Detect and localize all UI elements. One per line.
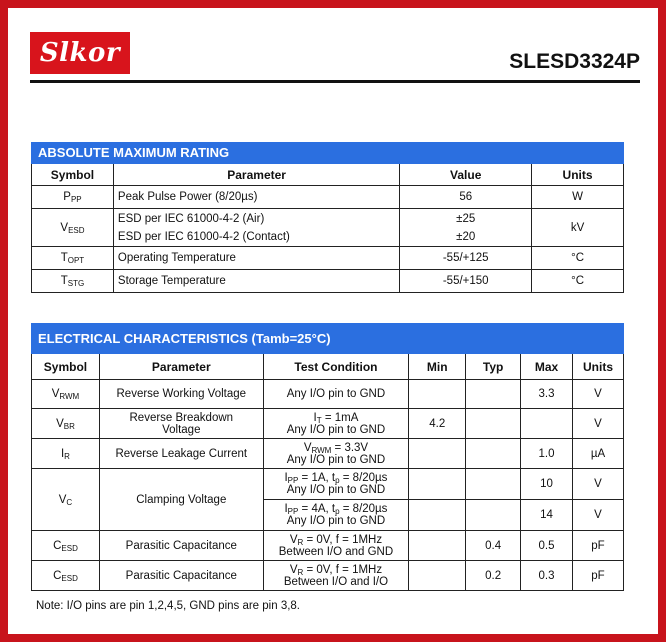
abs-max-title: ABSOLUTE MAXIMUM RATING bbox=[32, 143, 624, 164]
max-cell: 0.5 bbox=[521, 531, 573, 561]
condition-cell: $V_R = 0V$, f = 1MHz Between I/O and I/O bbox=[263, 561, 409, 591]
table-row bbox=[32, 270, 624, 293]
table-row bbox=[32, 247, 624, 270]
parameter-cell: Clamping Voltage bbox=[99, 469, 263, 531]
min-cell bbox=[409, 500, 466, 531]
value-cell: ±25 ±20 bbox=[400, 209, 532, 247]
brand-logo: Slkor bbox=[30, 32, 130, 74]
condition-cell: $V_R = 0V$, f = 1MHz Between I/O and GND bbox=[263, 531, 409, 561]
max-cell: 0.3 bbox=[521, 561, 573, 591]
parameter-cell: Parasitic Capacitance bbox=[99, 561, 263, 591]
table-row bbox=[32, 209, 624, 247]
col-header: Units bbox=[573, 354, 624, 380]
units-cell: W bbox=[532, 186, 624, 209]
parameter-cell: Reverse Breakdown Voltage bbox=[99, 409, 263, 439]
table-row bbox=[32, 409, 624, 439]
symbol-cell: $C_{ESD}$ bbox=[32, 561, 100, 591]
min-cell: 4.2 bbox=[409, 409, 466, 439]
electrical-table bbox=[31, 323, 624, 591]
parameter-cell: Peak Pulse Power (8/20µs) bbox=[113, 186, 399, 209]
condition-cell: $I_{PP} = 1A$, $t_p = 8/20\mu s$ Any I/O pin to GND bbox=[263, 469, 409, 500]
electrical-title: ELECTRICAL CHARACTERISTICS (Tamb=25°C) bbox=[32, 324, 624, 354]
units-cell: V bbox=[573, 380, 624, 409]
symbol-cell: $C_{ESD}$ bbox=[32, 531, 100, 561]
symbol-cell: $V_{RWM}$ bbox=[32, 380, 100, 409]
table-row bbox=[32, 469, 624, 500]
header-rule bbox=[30, 80, 640, 83]
parameter-cell: Parasitic Capacitance bbox=[99, 531, 263, 561]
typ-cell: 0.2 bbox=[466, 561, 521, 591]
max-cell: 3.3 bbox=[521, 380, 573, 409]
condition-cell: $V_{RWM} = 3.3V$ Any I/O pin to GND bbox=[263, 439, 409, 469]
table-row bbox=[32, 531, 624, 561]
table-row bbox=[32, 561, 624, 591]
col-header: Symbol bbox=[32, 164, 114, 186]
value-cell: -55/+125 bbox=[400, 247, 532, 270]
typ-cell bbox=[466, 380, 521, 409]
col-header: Symbol bbox=[32, 354, 100, 380]
max-cell: 14 bbox=[521, 500, 573, 531]
value-cell: 56 bbox=[400, 186, 532, 209]
symbol-cell: $T_{OPT}$ bbox=[32, 247, 114, 270]
typ-cell bbox=[466, 439, 521, 469]
units-cell: µA bbox=[573, 439, 624, 469]
footnote: Note: I/O pins are pin 1,2,4,5, GND pins are pin 3,8. bbox=[36, 600, 301, 612]
col-header: Parameter bbox=[113, 164, 399, 186]
parameter-cell: Operating Temperature bbox=[113, 247, 399, 270]
units-cell: pF bbox=[573, 561, 624, 591]
col-header: Min bbox=[409, 354, 466, 380]
table-row bbox=[32, 380, 624, 409]
abs-max-table bbox=[31, 142, 624, 293]
condition-cell: $I_T = 1mA$ Any I/O pin to GND bbox=[263, 409, 409, 439]
symbol-cell: $P_{PP}$ bbox=[32, 186, 114, 209]
units-cell: V bbox=[573, 409, 624, 439]
min-cell bbox=[409, 531, 466, 561]
min-cell bbox=[409, 380, 466, 409]
symbol-cell: $T_{STG}$ bbox=[32, 270, 114, 293]
table-row bbox=[32, 186, 624, 209]
typ-cell bbox=[466, 500, 521, 531]
max-cell: 10 bbox=[521, 469, 573, 500]
units-cell: V bbox=[573, 469, 624, 500]
symbol-cell: $V_C$ bbox=[32, 469, 100, 531]
condition-cell: Any I/O pin to GND bbox=[263, 380, 409, 409]
units-cell: °C bbox=[532, 270, 624, 293]
units-cell: pF bbox=[573, 531, 624, 561]
parameter-cell: Reverse Working Voltage bbox=[99, 380, 263, 409]
col-header: Test Condition bbox=[263, 354, 409, 380]
symbol-cell: $I_R$ bbox=[32, 439, 100, 469]
parameter-cell: Reverse Leakage Current bbox=[99, 439, 263, 469]
symbol-cell: $V_{BR}$ bbox=[32, 409, 100, 439]
typ-cell bbox=[466, 469, 521, 500]
col-header: Typ bbox=[466, 354, 521, 380]
min-cell bbox=[409, 439, 466, 469]
min-cell bbox=[409, 469, 466, 500]
typ-cell bbox=[466, 409, 521, 439]
min-cell bbox=[409, 561, 466, 591]
typ-cell: 0.4 bbox=[466, 531, 521, 561]
symbol-cell: $V_{ESD}$ bbox=[32, 209, 114, 247]
units-cell: V bbox=[573, 500, 624, 531]
value-cell: -55/+150 bbox=[400, 270, 532, 293]
units-cell: °C bbox=[532, 247, 624, 270]
condition-cell: $I_{PP} = 4A$, $t_p = 8/20\mu s$ Any I/O pin to GND bbox=[263, 500, 409, 531]
part-number: SLESD3324P bbox=[509, 50, 640, 73]
col-header: Max bbox=[521, 354, 573, 380]
col-header: Units bbox=[532, 164, 624, 186]
max-cell bbox=[521, 409, 573, 439]
units-cell: kV bbox=[532, 209, 624, 247]
col-header: Parameter bbox=[99, 354, 263, 380]
table-row bbox=[32, 439, 624, 469]
parameter-cell: ESD per IEC 61000-4-2 (Air) ESD per IEC 61000-4-2 (Contact) bbox=[113, 209, 399, 247]
max-cell: 1.0 bbox=[521, 439, 573, 469]
col-header: Value bbox=[400, 164, 532, 186]
parameter-cell: Storage Temperature bbox=[113, 270, 399, 293]
